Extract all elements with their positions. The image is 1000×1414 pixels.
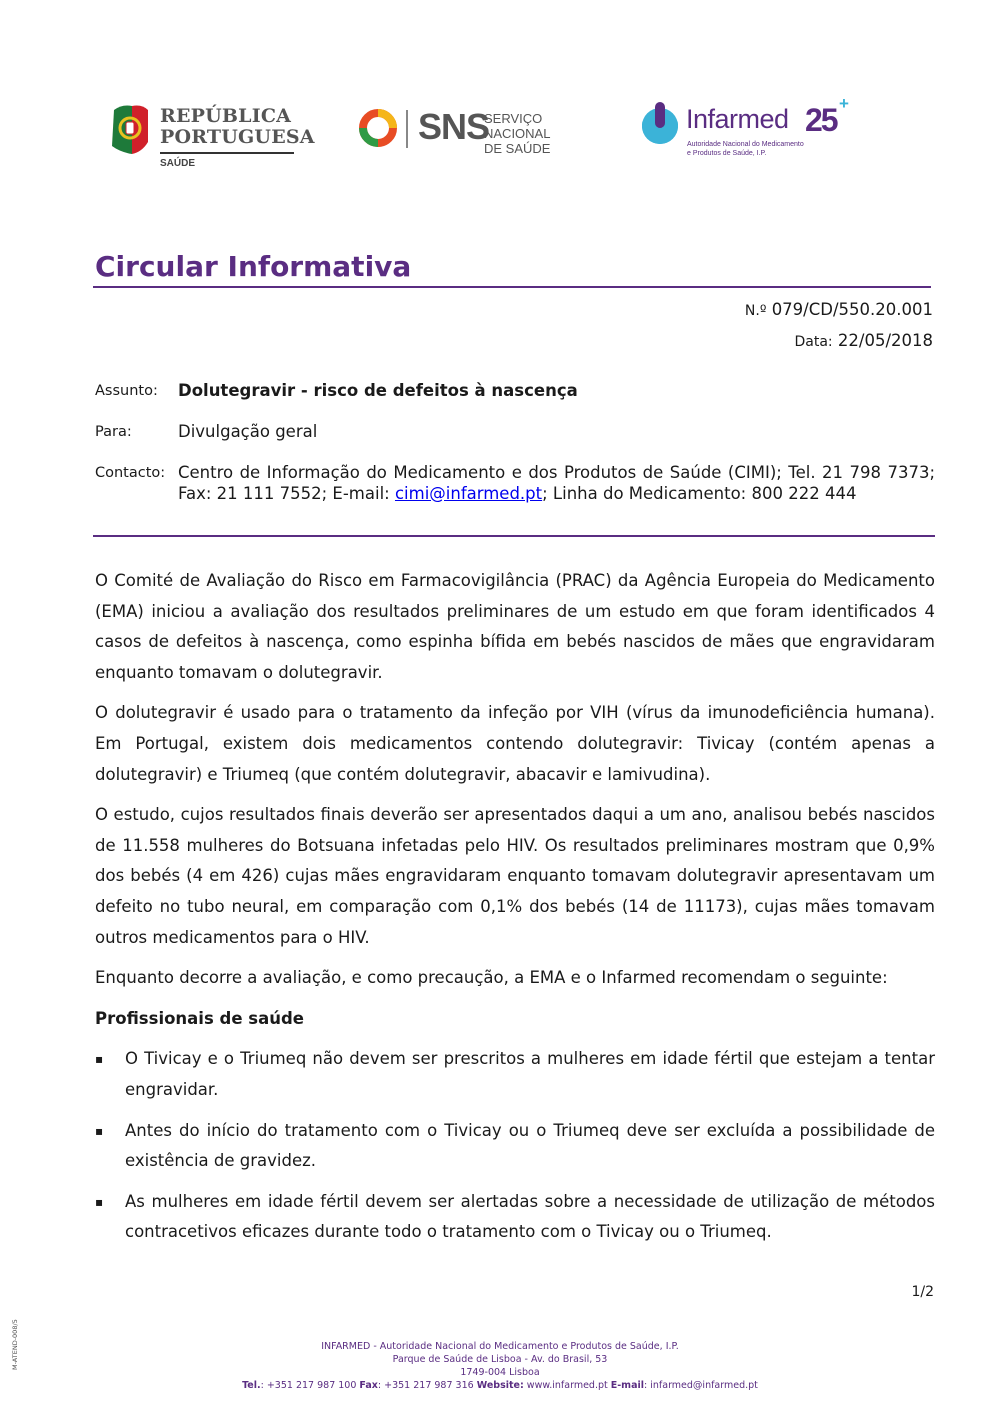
- republica-portuguesa-wordmark: REPÚBLICA PORTUGUESA: [160, 105, 315, 148]
- reference-value: 079/CD/550.20.001: [771, 300, 933, 319]
- reference-number: [745, 300, 933, 319]
- body-paragraph: O Comité de Avaliação do Risco em Farmacovigilância (PRAC) da Agência Europeia do Medicamento (EMA) iniciou a avaliação dos resultados preliminares de um estudo em que foram identificados 4 casos de defeitos à nascença, como espinha bífida em bebés nascidos de mães que engravidaram enquanto tomavam o dolutegravir.: [95, 571, 935, 682]
- page-number: 1/2: [911, 1284, 934, 1300]
- sns-wordmark: SNS: [418, 106, 490, 147]
- section-heading: Profissionais de saúde: [95, 1008, 304, 1028]
- footer-website: www.infarmed.pt: [523, 1380, 611, 1391]
- header-logos: [108, 96, 868, 176]
- document-body: [95, 566, 935, 1258]
- assunto-value: Dolutegravir - risco de defeitos à nascença: [178, 381, 578, 400]
- footer-org: INFARMED - Autoridade Nacional do Medicamento e Produtos de Saúde, I.P.: [321, 1341, 679, 1352]
- date-label: Data:: [794, 334, 833, 350]
- portugal-flag-emblem-icon: [108, 102, 150, 158]
- para-value: Divulgação geral: [178, 422, 318, 441]
- footer-city: 1749-004 Lisboa: [460, 1367, 540, 1378]
- sns-subtitle: SERVIÇO NACIONAL DE SAÚDE: [484, 111, 551, 156]
- contacto-email-link[interactable]: cimi@infarmed.pt: [394, 483, 543, 503]
- contacto-value: [178, 463, 935, 504]
- recommendations-list: [95, 1044, 935, 1248]
- document-date: [794, 331, 933, 350]
- header-divider: [93, 535, 935, 537]
- list-item: ▪ O Tivicay e o Triumeq não devem ser prescritos a mulheres em idade fértil que estejam a tentar engravidar.: [95, 1044, 935, 1105]
- logo-divider: [160, 152, 294, 154]
- title-divider: [93, 286, 931, 288]
- sns-ring-icon: [358, 108, 398, 148]
- document-title: Circular Informativa: [95, 250, 412, 283]
- infarmed-drop-icon: [638, 102, 682, 148]
- body-paragraph: Enquanto decorre a avaliação, e como precaução, a EMA e o Infarmed recomendam o seguinte:: [95, 968, 888, 988]
- list-item: ▪ As mulheres em idade fértil devem ser alertadas sobre a necessidade de utilização de métodos contracetivos eficazes durante todo o tratamento com o Tivicay ou o Triumeq.: [95, 1187, 935, 1248]
- infarmed-plus-mark: +: [839, 94, 849, 113]
- sns-logo: [358, 104, 598, 164]
- sns-divider: [406, 110, 408, 148]
- contacto-text-before: Centro de Informação do Medicamento e dos Produtos de Saúde (CIMI); Tel. 21 798 7373; Fax: 21 111 7552; E-mail:: [178, 463, 935, 503]
- form-code: M-ATEND-008/5: [11, 1319, 19, 1370]
- para-label: Para:: [95, 424, 132, 440]
- footer-email: : infarmed@infarmed.pt: [644, 1380, 758, 1391]
- body-paragraph: O dolutegravir é usado para o tratamento da infeção por VIH (vírus da imunodeficiência humana). Em Portugal, existem dois medicamentos contendo dolutegravir: Tivicay (contém apenas a dolutegravir) e Triumeq (que contém dolutegravir, abacavir e lamivudina).: [95, 703, 935, 784]
- contacto-label: Contacto:: [95, 465, 166, 481]
- infarmed-wordmark: Infarmed: [686, 104, 789, 134]
- reference-label: N.º: [744, 303, 767, 319]
- list-item: ▪ Antes do início do tratamento com o Tivicay ou o Triumeq deve ser excluída a possibilidade de existência de gravidez.: [95, 1116, 935, 1177]
- republica-saude-label: SAÚDE: [160, 158, 196, 169]
- page-footer: [0, 1340, 1000, 1392]
- infarmed-25-mark: 25: [805, 102, 837, 138]
- republica-portuguesa-logo: [108, 96, 315, 176]
- contacto-text-after: ; Linha do Medicamento: 800 222 444: [542, 483, 857, 503]
- infarmed-logo: [638, 94, 868, 170]
- assunto-label: Assunto:: [95, 383, 158, 399]
- infarmed-subtitle: Autoridade Nacional do Medicamento e Produtos de Saúde, I.P.: [687, 141, 804, 157]
- body-paragraph: O estudo, cujos resultados finais deverão ser apresentados daqui a um ano, analisou bebés nascidos de 11.558 mulheres do Botsuana infetadas pelo HIV. Os resultados preliminares mostram que 0,9% dos bebés (4 em 426) cujas mães engravidaram enquanto tomavam dolutegravir apresentavam um defeito no tubo neural, em comparação com 0,1% dos bebés (14 de 11173), cujas mães tomavam outros medicamentos para o HIV.: [95, 805, 935, 947]
- footer-contacts: Tel.: +351 217 987 100 Fax: +351 217 987 316 Website: www.infarmed.pt E-mail: infarmed@infarmed.pt: [242, 1380, 758, 1391]
- date-value: 22/05/2018: [837, 331, 933, 350]
- footer-address: Parque de Saúde de Lisboa - Av. do Brasil, 53: [392, 1354, 608, 1365]
